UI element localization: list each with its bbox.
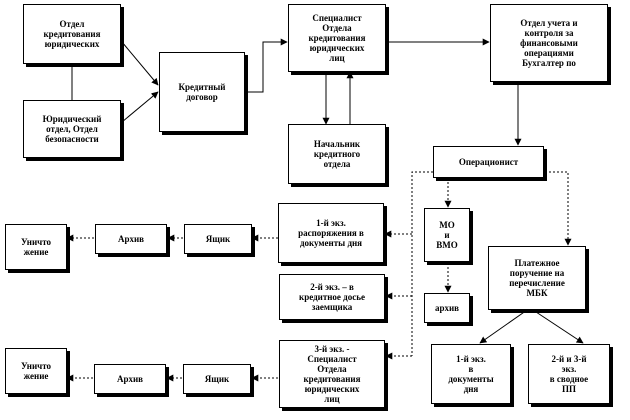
edge-payment-to-copy23	[530, 308, 583, 343]
node-legal-security: Юридический отдел, Отдел безопасности	[23, 100, 121, 158]
edge-legal-to-contract	[122, 92, 158, 122]
node-archive-box: архив	[424, 293, 470, 323]
node-copy1-order: 1-й экз. распоряжения в документы дня	[278, 203, 384, 263]
edge-operationist-dispatch	[412, 172, 433, 356]
node-accounting-dept: Отдел учета и контроля за финансовыми операциями Бухгалтер по	[490, 4, 608, 82]
node-mo-vmo: МО и ВМО	[424, 208, 470, 262]
edge-payment-to-copy1	[480, 308, 530, 343]
node-head-credit-dept: Начальник кредитного отдела	[288, 124, 386, 184]
edge-operationist-to-payment	[545, 172, 568, 245]
edge-contract-to-specialist	[246, 42, 287, 92]
node-copy2-dossier: 2-й экз. – в кредитное досье заемщика	[279, 274, 385, 320]
node-archive-2: Архив	[94, 364, 166, 394]
node-file-1: Ящик	[184, 224, 252, 254]
node-copy3-specialist: 3-й экз. - Специалист Отдела кредитования юридических лиц	[279, 340, 385, 408]
node-archive-1: Архив	[95, 224, 167, 254]
node-file-2: Ящик	[183, 364, 251, 394]
node-destroy-1: Уничто жение	[5, 224, 67, 270]
edge-credit-dept-to-contract	[122, 42, 158, 85]
node-payment-order: Платежное поручение на перечисление МБК	[488, 246, 586, 310]
node-copy23-summary: 2-й и 3-й экз. в сводное ПП	[528, 344, 610, 404]
node-credit-department: Отдел кредитования юридических	[23, 4, 121, 64]
node-destroy-2: Уничто жение	[5, 348, 67, 394]
node-credit-specialist: Специалист Отдела кредитования юридических лиц	[288, 4, 386, 72]
node-credit-contract: Кредитный договор	[159, 52, 245, 132]
node-operationist: Операционист	[433, 146, 544, 178]
node-copy1-docs: 1-й экз. в документы дня	[431, 344, 511, 404]
